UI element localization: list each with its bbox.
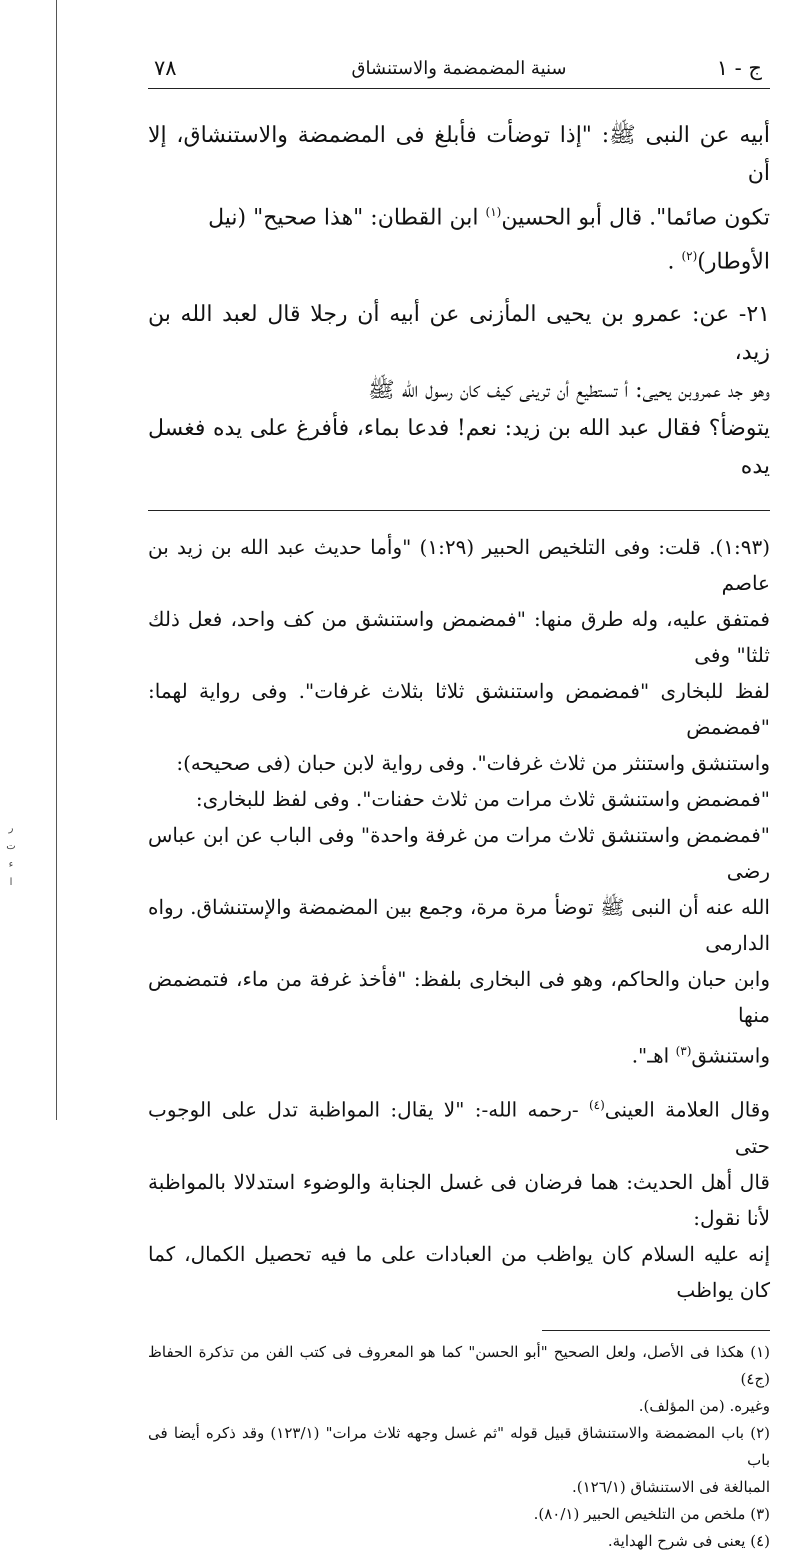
commentary-line: وقال العلامة العينى$^{(٤)}$ -رحمه الله-: "لا يقال: المواظبة تدل على الوجوب حتى (148, 1097, 771, 1158)
hadith-21-line: ٢١- عن: عمرو بن يحيى المأزنى عن أبيه أن رجلا قال لعبد الله بن زيد، (148, 301, 770, 365)
footnote-line: (١) هكذا فى الأصل، ولعل الصحيح "أبو الحسن" كما هو المعروف فى كتب الفن من تذكرة الحفاظ (ج٤) (148, 1343, 770, 1389)
commentary-line: فمتفق عليه، وله طرق منها: "فمضمض واستنشق من كف واحد، فعل ذلك ثلثا" وفى (148, 606, 770, 667)
commentary-line: "فمضمض واستنشق ثلاث مرات من ثلاث حفنات". وفى لفظ للبخارى: (195, 786, 770, 811)
footnote-line: وغيره. (من المؤلف). (638, 1397, 770, 1416)
footnote-mark: (١) (485, 205, 502, 219)
footnote-line: المبالغة فى الاستنشاق (١٢٦/١). (571, 1478, 770, 1497)
commentary-line: قال أهل الحديث: هما فرضان فى غسل الجنابة والوضوء استدلالا بالمواظبة لأنا نقول: (148, 1169, 770, 1230)
footnote-line: (٢) باب المضمضة والاستنشاق قبيل قوله "ثم غسل وجهه ثلاث مرات" (١٢٣/١) وقد ذكره أيضا فى باب (148, 1424, 771, 1470)
main-text (148, 117, 770, 486)
commentary-line: الله عنه أن النبى ﷺ توضأ مرة مرة، وجمع بين المضمضة والإستنشاق. رواه الدارمى (148, 894, 770, 955)
edge-marks (6, 820, 16, 892)
edge-mark: ء (8, 859, 14, 870)
commentary-line: "فمضمض واستنشق ثلاث مرات من غرفة واحدة" وفى الباب عن ابن عباس رضى (148, 822, 770, 883)
page-number: ٧٨ (154, 56, 177, 80)
commentary-line: لفظ للبخارى "فمضمض واستنشق ثلاثا بثلاث غرفات". وفى رواية لهما: "فمضمض (148, 678, 770, 739)
commentary-line: إنه عليه السلام كان يواظب من العبادات على ما فيه تحصيل الكمال، كما كان يواظب (148, 1241, 770, 1302)
hadith-21-line: يتوضأ؟ فقال عبد الله بن زيد: نعم! فدعا بماء، فأفرغ على يده فغسل يده (148, 415, 770, 479)
volume-label: ج - ١ (716, 56, 762, 80)
book-page (148, 52, 770, 1555)
main-line: أبيه عن النبى ﷺ: "إذا توضأت فأبلغ فى المضمضة والاستنشاق، إلا أن (148, 123, 770, 186)
hadith-21-line: وهو جد عمروبن يحيى: أ تستطيع أن ترينى كيف كان رسول الله ﷺ (368, 377, 770, 403)
commentary-line: وابن حبان والحاكم، وهو فى البخارى بلفظ: "فأخذ غرفة من ماء، فتمضمض منها (148, 966, 770, 1027)
section-divider (148, 510, 770, 511)
footnote-line: (٣) ملخص من التلخيص الحبير (٨٠/١). (533, 1505, 770, 1524)
edge-mark: ا (9, 877, 13, 888)
commentary-line: (١:٩٣). قلت: وفى التلخيص الحبير (١:٢٩) "وأما حديث عبد الله بن زيد بن عاصم (148, 534, 771, 595)
edge-mark: ت (6, 841, 16, 852)
page-gutter-line (56, 0, 57, 1120)
chapter-title: سنية المضمضمة والاستنشاق (351, 58, 567, 79)
edge-mark: ر (8, 823, 14, 834)
running-header (148, 52, 770, 89)
footnote-divider (542, 1330, 770, 1332)
footnote-mark: (٣) (675, 1043, 692, 1058)
footnote-mark: (٢) (681, 249, 698, 264)
commentary-line: واستنشق$^{(٣)}$ اهـ". (631, 1043, 770, 1068)
main-line: تكون صائما". قال أبو الحسين$^{(١)}$ ابن القطان: "هذا صحيح" (نيل (208, 205, 770, 231)
footnote-mark: (٤) (588, 1098, 605, 1113)
footnotes (148, 1339, 770, 1555)
commentary-text (148, 529, 770, 1308)
commentary-line: واستنشق واستنثر من ثلاث غرفات". وفى رواية لابن حبان (فى صحيحه): (176, 750, 770, 775)
main-line: الأوطار)$^{(٢)}$ . (667, 249, 770, 275)
footnote-line: (٤) يعنى فى شرح الهداية. (607, 1532, 770, 1551)
